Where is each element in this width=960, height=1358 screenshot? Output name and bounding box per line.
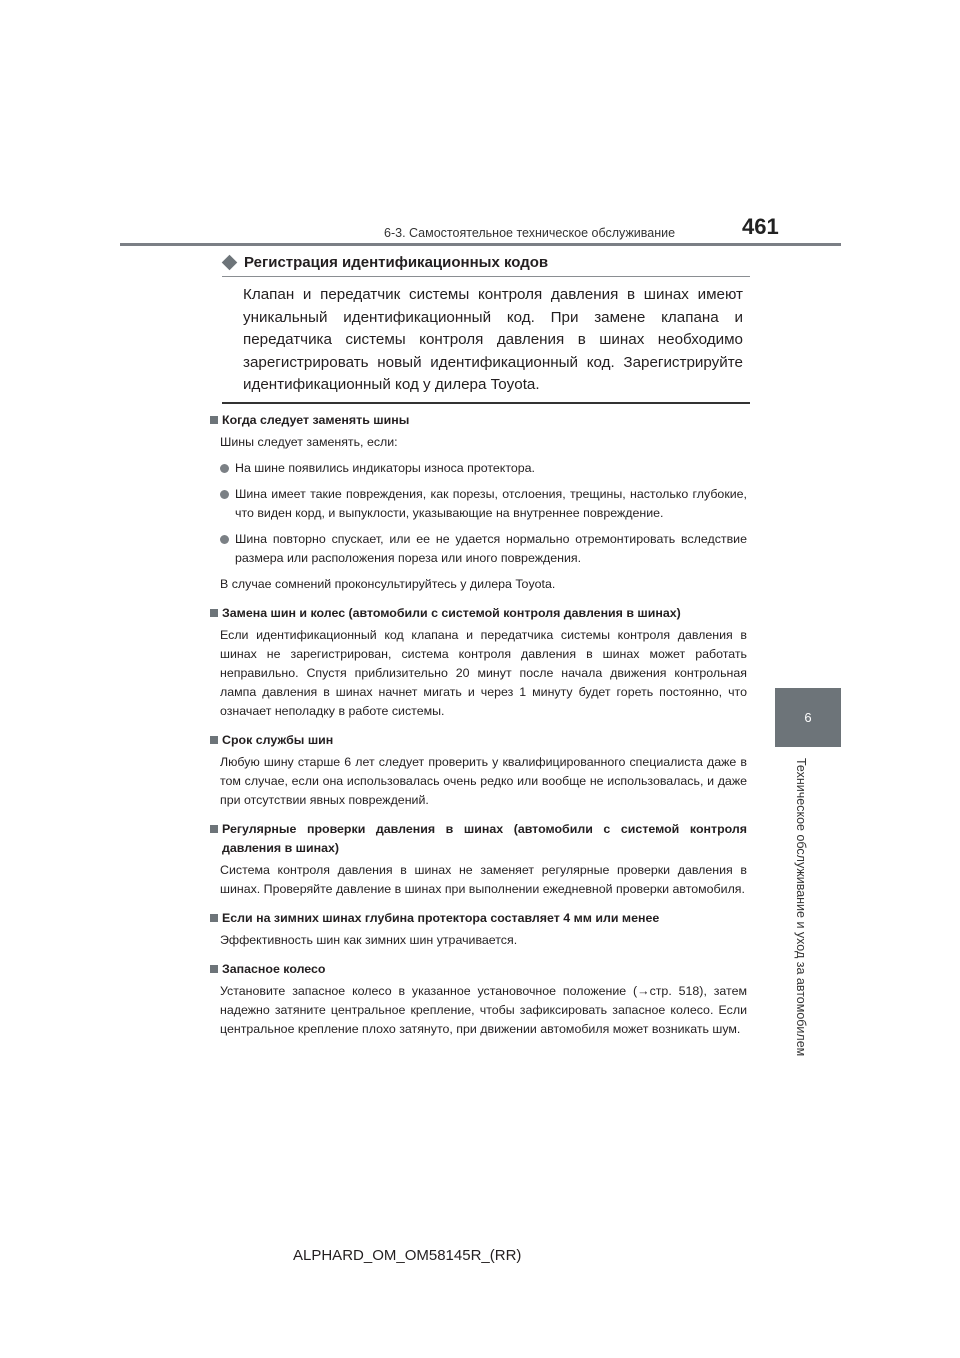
round-bullet-icon xyxy=(220,490,229,499)
main-content xyxy=(210,411,747,1049)
section-heading-text: Запасное колесо xyxy=(222,962,326,976)
section-heading xyxy=(210,960,747,979)
box-heading-text: Регистрация идентификационных кодов xyxy=(244,254,549,271)
section-heading xyxy=(210,411,747,430)
section-heading xyxy=(210,731,747,750)
section-heading-text: Срок службы шин xyxy=(222,733,334,747)
square-bullet-icon xyxy=(210,825,218,833)
section-text: Установите запасное колесо в указанное установочное положение (→стр. 518), затем надежно затяните центральное крепление, чтобы зафиксировать запасное колесо. Если центральное крепление плохо затянуто, при движении автомобиля может возникать шум. xyxy=(220,984,747,1036)
section-tire-replacement xyxy=(210,411,747,594)
box-bottom-divider xyxy=(222,402,750,404)
diamond-icon xyxy=(222,255,238,271)
list-item-text: На шине появились индикаторы износа протектора. xyxy=(235,461,535,475)
section-heading-text: Когда следует заменять шины xyxy=(222,413,410,427)
section-heading xyxy=(210,909,747,928)
square-bullet-icon xyxy=(210,609,218,617)
chapter-tab-number: 6 xyxy=(804,710,812,725)
section-text: Система контроля давления в шинах не заменяет регулярные проверки давления в шинах. Проверяйте давление в шинах при выполнении ежедневной проверки автомобиля. xyxy=(220,863,747,896)
box-heading-divider xyxy=(222,276,750,277)
section-intro: Шины следует заменять, если: xyxy=(220,435,398,449)
square-bullet-icon xyxy=(210,736,218,744)
page-number: 461 xyxy=(742,214,779,239)
list-item xyxy=(220,459,747,478)
round-bullet-icon xyxy=(220,535,229,544)
list-item-text: Шина повторно спускает, или ее не удается нормально отремонтировать вследствие размера или расположения пореза или иного повреждения. xyxy=(235,532,747,565)
list-item-text: Шина имеет такие повреждения, как порезы, отслоения, трещины, настолько глубокие, что виден корд, и выпуклости, указывающие на внутреннее повреждение. xyxy=(235,487,747,520)
section-heading xyxy=(210,820,747,858)
section-heading-text: Регулярные проверки давления в шинах (автомобили с системой контроля давления в шинах) xyxy=(222,822,747,855)
square-bullet-icon xyxy=(210,965,218,973)
section-heading-text: Если на зимних шинах глубина протектора составляет 4 мм или менее xyxy=(222,911,660,925)
header-divider xyxy=(120,243,841,246)
section-winter-tires xyxy=(210,909,747,950)
section-text: Любую шину старше 6 лет следует проверить у квалифицированного специалиста даже в том случае, если она использовалась очень редко или вообще не использовалась, и даже при отсутствии явных повреждений. xyxy=(220,755,747,807)
chapter-side-title: Техническое обслуживание и уход за автомобилем xyxy=(794,758,808,1057)
chapter-tab[interactable] xyxy=(775,688,841,747)
section-pressure-checks xyxy=(210,820,747,899)
square-bullet-icon xyxy=(210,416,218,424)
section-heading-text: Замена шин и колес (автомобили с системой контроля давления в шинах) xyxy=(222,606,681,620)
header-section-title: 6-3. Самостоятельное техническое обслуживание xyxy=(384,226,676,240)
section-spare-wheel xyxy=(210,960,747,1039)
section-heading xyxy=(210,604,747,623)
section-tpms-wheel-replacement xyxy=(210,604,747,721)
section-tire-life xyxy=(210,731,747,810)
list-item xyxy=(220,530,747,568)
list-item xyxy=(220,485,747,523)
section-outro: В случае сомнений проконсультируйтесь у дилера Toyota. xyxy=(220,577,556,591)
round-bullet-icon xyxy=(220,464,229,473)
square-bullet-icon xyxy=(210,914,218,922)
box-body-text: Клапан и передатчик системы контроля давления в шинах имеют уникальный идентификационный код. При замене клапана и передатчика системы контроля давления в шинах необходимо зарегистрировать новый идентификационный код. Зарегистрируйте идентификационный код у дилера Toyota. xyxy=(243,286,743,394)
box-heading xyxy=(222,254,750,271)
section-text: Если идентификационный код клапана и передатчика системы контроля давления в шинах не зарегистрирован, система контроля давления в шинах может работать неправильно. Спустя приблизительно 20 минут после начала движения контрольная лампа давления в шинах начнет мигать и через 1 минуту будет гореть постоянно, что означает неполадку в работе системы. xyxy=(220,628,747,718)
footer-manual-code: ALPHARD_OM_OM58145R_(RR) xyxy=(293,1247,522,1264)
section-text: Эффективность шин как зимних шин утрачивается. xyxy=(220,933,518,947)
